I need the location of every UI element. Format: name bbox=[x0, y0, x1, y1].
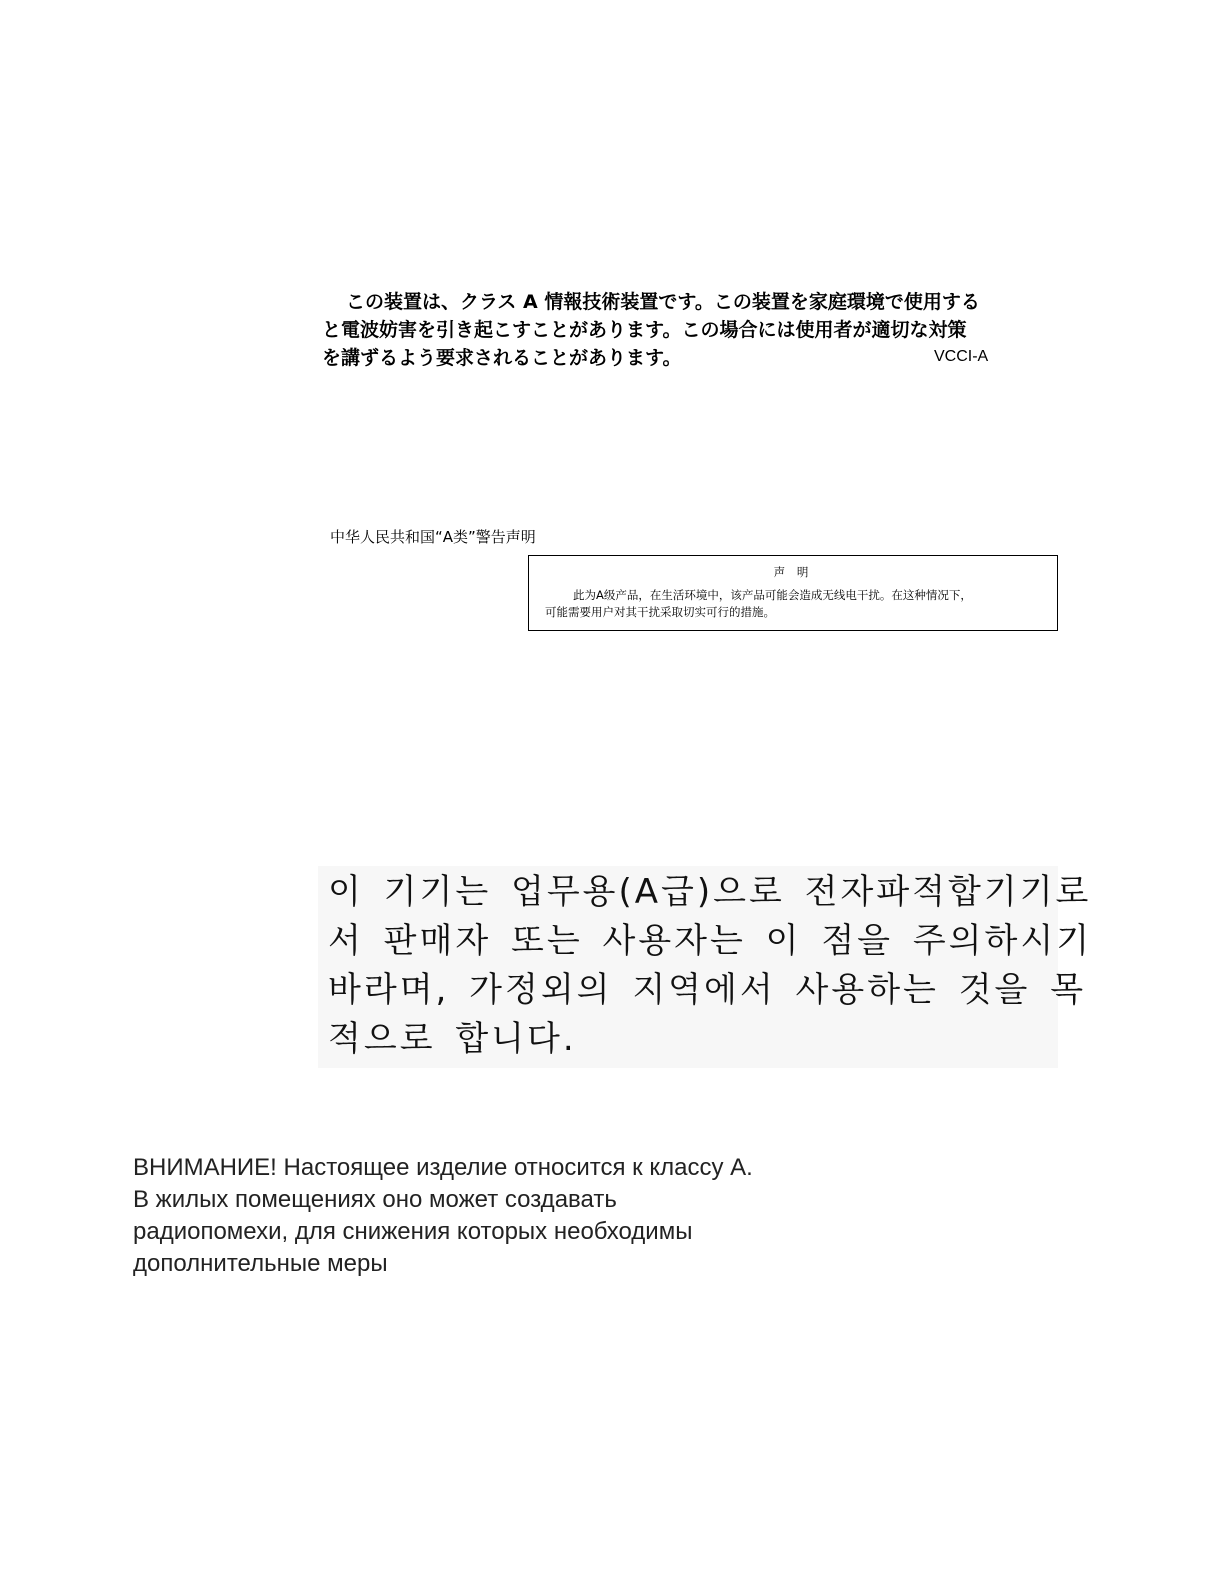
korean-notice-line-4: 적으로 합니다. bbox=[328, 1019, 577, 1059]
russian-notice-line-2: В жилых помещениях оно может создавать bbox=[133, 1186, 617, 1213]
korean-notice-line-2: 서 판매자 또는 사용자는 이 점을 주의하시기 bbox=[328, 921, 1093, 961]
vcci-mark: VCCI-A bbox=[934, 348, 989, 365]
chinese-statement-title: 声 明 bbox=[773, 565, 813, 579]
chinese-notice-heading: 中华人民共和国“A类”警告声明 bbox=[330, 528, 536, 546]
japanese-notice-line-2: と電波妨害を引き起こすことがあります。この場合には使用者が適切な対策 bbox=[322, 319, 967, 341]
japanese-vcci-notice bbox=[322, 288, 1052, 372]
japanese-notice-line-1: この装置は、クラス A 情報技術装置です。この装置を家庭環境で使用する bbox=[346, 291, 980, 313]
russian-notice bbox=[133, 1152, 753, 1280]
korean-notice-line-3: 바라며, 가정외의 지역에서 사용하는 것을 목 bbox=[328, 970, 1087, 1010]
russian-notice-line-3: радиопомехи, для снижения которых необходимы bbox=[133, 1218, 693, 1245]
chinese-statement-line-1: 此为A级产品，在生活环境中，该产品可能会造成无线电干扰。在这种情况下， bbox=[573, 588, 972, 602]
chinese-statement-box bbox=[528, 555, 1058, 631]
korean-notice-line-1: 이 기기는 업무용(A급)으로 전자파적합기기로 bbox=[328, 872, 1092, 912]
russian-notice-line-4: дополнительные меры bbox=[133, 1250, 388, 1277]
russian-notice-line-1: ВНИМАНИЕ! Настоящее изделие относится к классу А. bbox=[133, 1154, 753, 1181]
japanese-notice-line-3: を講ずるよう要求されることがあります。 bbox=[322, 347, 682, 369]
chinese-statement-line-2: 可能需要用户对其干扰采取切实可行的措施。 bbox=[545, 605, 775, 619]
korean-notice bbox=[318, 866, 1093, 1068]
